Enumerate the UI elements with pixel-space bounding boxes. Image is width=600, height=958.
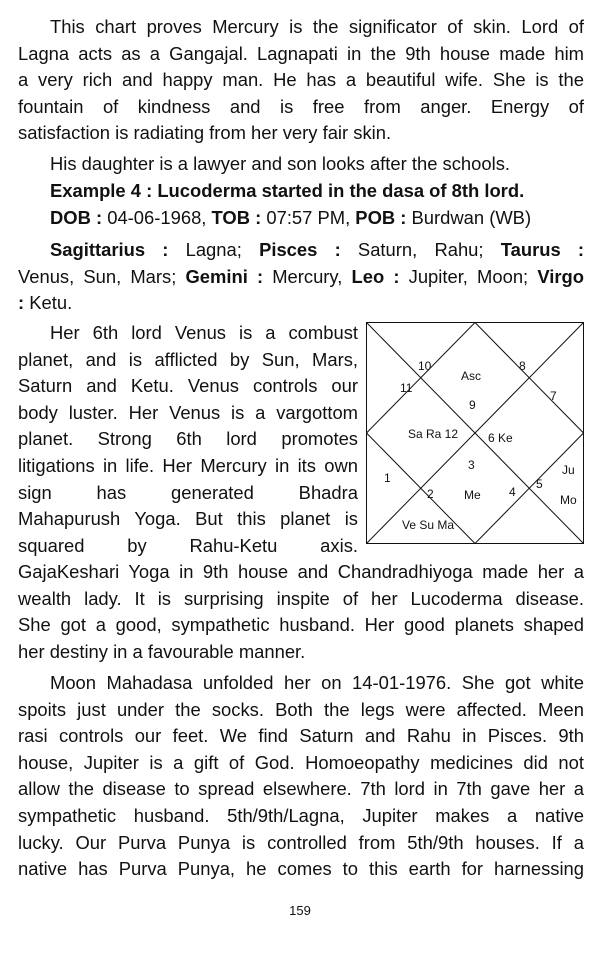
- text-line: sign has generated Bhadra: [18, 481, 358, 503]
- text-line: native has Purva Punya, he comes to this earth for harnessing: [18, 858, 584, 880]
- text-line: squared by Rahu-Ketu axis.: [18, 534, 358, 556]
- text-line: a very rich and happy man. He has a beautiful wife. She is the: [18, 69, 584, 91]
- text-line: GajaKeshari Yoga in 9th house and Chandradhiyoga made her a: [18, 561, 584, 582]
- text-line: body luster. Her Venus is a vargottom: [18, 401, 358, 423]
- mercury-label: Me: [464, 488, 481, 502]
- sag-label: Sagittarius :: [50, 239, 169, 260]
- text-line: This chart proves Mercury is the significator of skin. Lord of: [50, 16, 584, 37]
- horoscope-chart: [366, 322, 584, 544]
- leo-value: Jupiter, Moon;: [399, 265, 538, 287]
- ketu-label: :: [18, 292, 25, 314]
- example-heading: [18, 178, 584, 205]
- tau-value: Venus, Sun, Mars;: [18, 265, 186, 287]
- paragraph-intro: [18, 14, 584, 147]
- house-8-label: 8: [519, 359, 526, 373]
- text-line: She got a good, sympathetic husband. Her good planets shaped: [18, 614, 584, 636]
- dob-label: DOB :: [50, 207, 103, 228]
- house-ve-su-ma-label: Ve Su Ma: [402, 518, 455, 532]
- text-line: lucky. Our Purva Punya is controlled from 5th/9th houses. If a: [18, 831, 584, 853]
- jupiter-label: Ju: [562, 463, 575, 477]
- text-line: sympathetic husband. 5th/9th/Lagna, Jupiter makes a native: [18, 804, 584, 826]
- text-line: Saturn and Ketu. Venus controls our: [18, 375, 358, 397]
- paragraph-daughter: His daughter is a lawyer and son looks after the schools.: [50, 153, 511, 174]
- text-line: Her 6th lord Venus is a combust: [50, 322, 358, 343]
- pis-value: Saturn, Rahu;: [340, 239, 501, 260]
- pob-value: Burdwan (WB): [406, 207, 532, 228]
- dob-value: 04-06-1968,: [102, 207, 212, 228]
- tob-value: 07:57 PM,: [261, 207, 356, 228]
- text-line: wealth lady. It is surprising inspite of her Lucoderma disease.: [18, 587, 584, 609]
- house-10-label: 10: [418, 359, 432, 373]
- house-6-label: 6 Ke: [488, 431, 513, 445]
- text-line: Moon Mahadasa unfolded her on 14-01-1976. She got white: [50, 672, 584, 693]
- house-4-label: 4: [509, 485, 516, 499]
- paragraph-venus: [18, 320, 358, 559]
- pob-label: POB :: [355, 207, 407, 228]
- house-1-label: 1: [384, 471, 391, 485]
- gem-label: Gemini :: [185, 265, 264, 287]
- planetary-positions: [18, 237, 584, 317]
- pis-label: Pisces :: [259, 239, 341, 260]
- tob-label: TOB :: [211, 207, 262, 228]
- ketu-value: Ketu.: [24, 292, 73, 314]
- text-line: satisfaction is radiating from her very fair skin.: [18, 122, 392, 144]
- house-7-label: 7: [550, 389, 557, 403]
- text-line: allow the disease to spread elsewhere. 7th lord in 7th gave her a: [18, 778, 584, 800]
- text-line: planet. Strong 6th lord promotes: [18, 428, 358, 450]
- gem-value: Mercury,: [263, 265, 352, 287]
- asc-label: Asc: [461, 369, 482, 383]
- text-line: spoits just under the socks. Both the legs were affected. Meen: [18, 698, 584, 720]
- text-line: [18, 264, 584, 291]
- house-2-label: 2: [427, 487, 434, 501]
- text-line: house, Jupiter is a gift of God. Homoeopathy medicines did not: [18, 751, 584, 773]
- sag-value: Lagna;: [168, 239, 260, 260]
- text-line: Lagna acts as a Gangajal. Lagnapati in the 9th house made him: [18, 42, 584, 64]
- text-line: planet, and is afflicted by Sun, Mars,: [18, 348, 358, 370]
- house-5-label: 5: [536, 477, 543, 491]
- vir-label: Virgo: [537, 265, 584, 287]
- paragraph-gajakeshari: [18, 559, 584, 665]
- text-line: [18, 290, 584, 317]
- paragraph-moon-mahadasa: [18, 670, 584, 883]
- text-line: rasi controls our feet. We find Saturn and Rahu in Pisces. 9th: [18, 725, 584, 747]
- house-9-label: 9: [469, 398, 476, 412]
- leo-label: Leo :: [351, 265, 400, 287]
- birth-details: [18, 205, 584, 232]
- text-line: [18, 237, 584, 264]
- house-3-label: 3: [468, 458, 475, 472]
- text-line: her destiny in a favourable manner.: [18, 640, 306, 662]
- example-heading-text: Example 4 : Lucoderma started in the dasa of 8th lord.: [50, 180, 525, 201]
- text-line: litigations in life. Her Mercury in its own: [18, 454, 358, 476]
- house-11-label: 11: [400, 381, 413, 395]
- text-line: fountain of kindness and is free from anger. Energy of: [18, 95, 584, 117]
- moon-label: Mo: [560, 493, 577, 507]
- house-12-label: Sa Ra 12: [408, 427, 459, 441]
- page-number: 159: [289, 903, 311, 918]
- text-line: Mahapurush Yoga. But this planet is: [18, 508, 358, 530]
- tau-label: Taurus :: [500, 239, 584, 260]
